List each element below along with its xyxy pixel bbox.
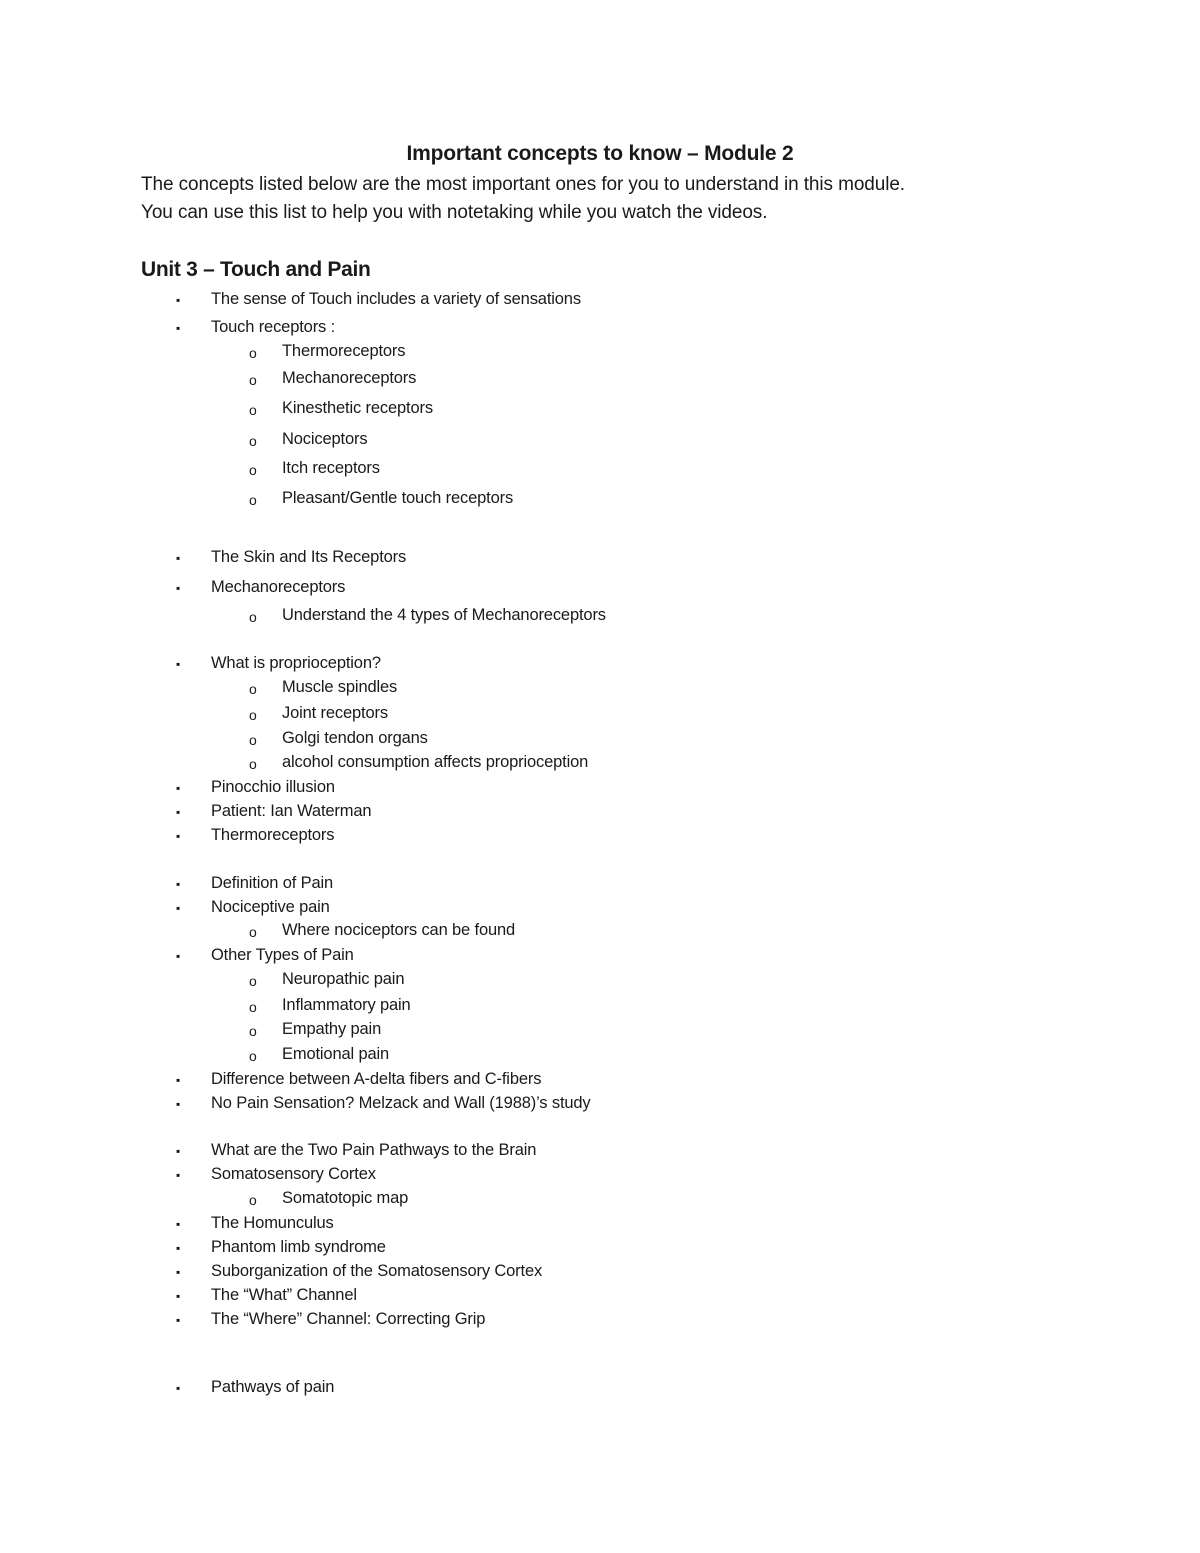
circle-bullet-icon: o [249,402,257,418]
list-item-text: The “What” Channel [211,1286,357,1304]
square-bullet-icon: ▪ [176,1168,181,1182]
list-item-text: Somatotopic map [282,1189,409,1207]
intro-line-1: The concepts listed below are the most important ones for you to understand in this module. [141,174,905,195]
square-bullet-icon: ▪ [176,1097,181,1111]
list-item-text: The “Where” Channel: Correcting Grip [211,1310,486,1328]
list-item-text: Neuropathic pain [282,970,405,988]
square-bullet-icon: ▪ [176,1381,181,1395]
list-item-text: The Homunculus [211,1214,334,1232]
list-item-text: Pinocchio illusion [211,778,335,796]
list-item-text: Understand the 4 types of Mechanoreceptors [282,606,606,624]
square-bullet-icon: ▪ [176,657,181,671]
list-item-text: Mechanoreceptors [211,578,346,596]
circle-bullet-icon: o [249,1192,257,1208]
circle-bullet-icon: o [249,1023,257,1039]
square-bullet-icon: ▪ [176,1265,181,1279]
square-bullet-icon: ▪ [176,877,181,891]
list-item-text: Kinesthetic receptors [282,399,433,417]
list-item-text: Empathy pain [282,1020,382,1038]
square-bullet-icon: ▪ [176,293,181,307]
circle-bullet-icon: o [249,973,257,989]
list-item-text: The Skin and Its Receptors [211,548,407,566]
list-item-text: The sense of Touch includes a variety of sensations [211,290,581,308]
list-item-text: Inflammatory pain [282,996,411,1014]
list-item-text: Other Types of Pain [211,946,354,964]
circle-bullet-icon: o [249,433,257,449]
list-item-text: Nociceptive pain [211,898,330,916]
circle-bullet-icon: o [249,707,257,723]
list-item-text: No Pain Sensation? Melzack and Wall (1988)’s study [211,1094,591,1112]
circle-bullet-icon: o [249,372,257,388]
list-item-text: Suborganization of the Somatosensory Cortex [211,1262,543,1280]
square-bullet-icon: ▪ [176,581,181,595]
list-item-text: Touch receptors : [211,318,336,336]
page-title: Important concepts to know – Module 2 [406,142,794,165]
list-item-text: alcohol consumption affects proprioception [282,753,589,771]
list-item-text: Mechanoreceptors [282,369,417,387]
square-bullet-icon: ▪ [176,1241,181,1255]
square-bullet-icon: ▪ [176,901,181,915]
circle-bullet-icon: o [249,756,257,772]
square-bullet-icon: ▪ [176,1313,181,1327]
square-bullet-icon: ▪ [176,321,181,335]
square-bullet-icon: ▪ [176,1144,181,1158]
list-item-text: Emotional pain [282,1045,390,1063]
list-item-text: Somatosensory Cortex [211,1165,376,1183]
list-item-text: Muscle spindles [282,678,398,696]
list-item-text: Joint receptors [282,704,388,722]
list-item-text: Nociceptors [282,430,368,448]
circle-bullet-icon: o [249,492,257,508]
square-bullet-icon: ▪ [176,1073,181,1087]
list-item-text: Patient: Ian Waterman [211,802,372,820]
intro-line-2: You can use this list to help you with notetaking while you watch the videos. [141,202,768,223]
square-bullet-icon: ▪ [176,551,181,565]
list-item-text: Thermoreceptors [211,826,335,844]
list-item-text: Pathways of pain [211,1378,335,1396]
square-bullet-icon: ▪ [176,829,181,843]
list-item-text: Difference between A-delta fibers and C-fibers [211,1070,542,1088]
list-item-text: Thermoreceptors [282,342,406,360]
list-item-text: What are the Two Pain Pathways to the Brain [211,1141,537,1159]
square-bullet-icon: ▪ [176,781,181,795]
unit-heading: Unit 3 – Touch and Pain [141,258,371,281]
list-item-text: What is proprioception? [211,654,381,672]
circle-bullet-icon: o [249,681,257,697]
square-bullet-icon: ▪ [176,1289,181,1303]
list-item-text: Definition of Pain [211,874,334,892]
circle-bullet-icon: o [249,924,257,940]
square-bullet-icon: ▪ [176,1217,181,1231]
circle-bullet-icon: o [249,462,257,478]
circle-bullet-icon: o [249,999,257,1015]
list-item-text: Phantom limb syndrome [211,1238,386,1256]
circle-bullet-icon: o [249,345,257,361]
circle-bullet-icon: o [249,609,257,625]
square-bullet-icon: ▪ [176,805,181,819]
circle-bullet-icon: o [249,1048,257,1064]
list-item-text: Where nociceptors can be found [282,921,516,939]
list-item-text: Pleasant/Gentle touch receptors [282,489,514,507]
square-bullet-icon: ▪ [176,949,181,963]
circle-bullet-icon: o [249,732,257,748]
list-item-text: Golgi tendon organs [282,729,428,747]
list-item-text: Itch receptors [282,459,380,477]
